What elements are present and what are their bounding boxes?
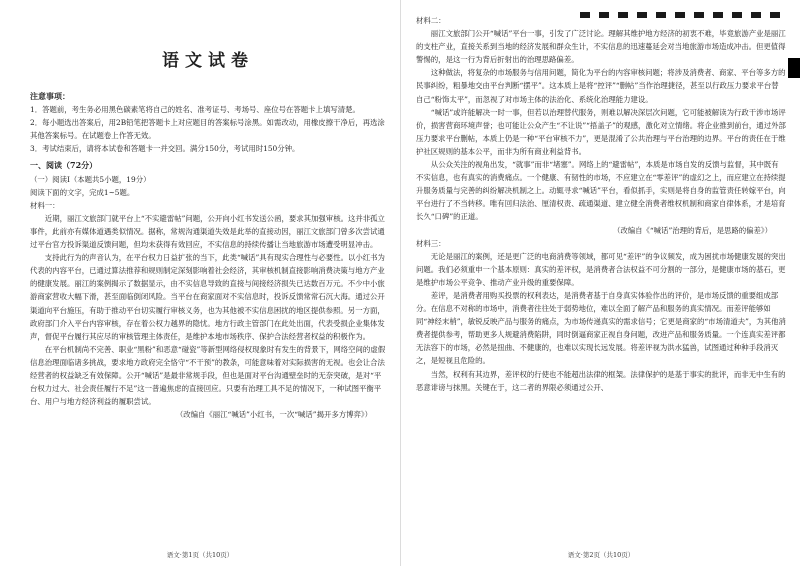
material-label: 材料一： (30, 200, 60, 210)
page-two (402, 0, 800, 566)
note-item: 1．答题前，考生务必用黑色碳素笔将自己的姓名、准考证号、考场号、座位号在答题卡上填写清楚。 (30, 105, 360, 115)
material-paragraph: 支持此行为的声音认为，在平台权力日益扩张的当下，此类“喊话”具有现实合理性与必要性。以小红书为代表的内容平台，已通过算法推荐和规则制定深刻影响着社会经济，其审核机制直接影响消费决策与地方产业的健康发展。丽江的案例揭示了数据显示，由不实信息导致的直接与间接经济损失已达数百万元。不少中小旅游商家营收大幅下滑，甚至面临倒闭风险。当平台在商家面对不实信息时，投诉反馈常常石沉大海。通过公开渠道向平台施压，有助于推动平台切实履行审核义务，也为其他被不实信息困扰的地区提供参照。另一方面，政府部门介入平台内容审核，存在着公权力越界的隐忧。地方行政主管部门在此处出面，代表受损企业集体发声，督促平台履行其应尽的审核管理主体责任，是维护本地市场秩序、保护合法经营者权益的积极作为。 (30, 253, 385, 341)
material-source: （改编自《“喊话”治理的背后，是思路的偏差》） (612, 225, 772, 235)
material-paragraph: “喊话”或许能解决一时一事，但若以治理替代服务，则难以解决深层次问题，它可能被解读为行政干涉市场评价，损害营商环境声誉；也可能让公众产生“不让说”“捂盖子”的观感，激化对立情绪。将企业推到前台，通过外部压力要求平台删帖，本质上仍是一种“平台审核不力”，更是混淆了公共治理与平台治理的边界。平台的责任在于维护社区规则的基本公平，而非为所有商业利益背书。 (416, 107, 786, 156)
subsection-heading: （一）阅读Ⅰ（本题共5小题，19分） (30, 174, 151, 184)
page-footer: 语文·第1页（共10页） (166, 550, 234, 559)
material-label: 材料三： (416, 238, 446, 248)
note-item: 3．考试结束后，请将本试卷和答题卡一并交回。满分150分，考试用时150分钟。 (30, 144, 300, 154)
note-item: 2．每小题选出答案后，用2B铅笔把答题卡上对应题目的答案标号涂黑。如需改动，用橡皮擦干净后，再选涂其他答案标号。在试题卷上作答无效。 (30, 118, 385, 141)
section-heading: 一、阅读（72分） (30, 160, 98, 171)
material-paragraph: 近期，丽江文旅部门就平台上“不实避雷帖”问题，公开向小红书发送公函，要求其加强审核。这并非孤立事件，此前亦有媒体道遇类似情况。据称，常规沟通渠道失效是此举的直接动因，丽江文旅部门曾多次尝试通过平台官方投诉渠道反馈问题，但均未获得有效回应，不实信息的持续传播让当地旅游市场遭受明显冲击。 (30, 213, 385, 250)
material-paragraph: 从公众关注的视角出发，“就事”而非“堵塞”。网络上的“避雷帖”，本质是市场自发的反馈与监督，其中既有不实信息，也有真实的消费痛点。一个健康、有韧性的市场，不应建立在“零差评”的虚幻之上，而应建立在持续提升服务质量与完善的纠纷解决机制之上。动辄寻求“喊话”平台，看似抓手，实则是将自身的监管责任转嫁平台，向平台进行了不当转移。唯有回归法治、厘清权责、疏通渠道、建立健全消费者维权机制和商家自律体系，才是培育长久“口碑”的正道。 (416, 160, 786, 222)
page-footer: 语文·第2页（共10页） (567, 550, 635, 559)
material-paragraph: 当然，权利有其边界，差评权的行使也不能超出法律的框架。法律保护的是基于事实的批评，而非无中生有的恶意诽谤与抹黑。关键在于，这二者的界限必须通过公开、 (416, 369, 786, 392)
notes-heading: 注意事项： (30, 91, 70, 101)
material-paragraph: 这种做法，将复杂的市场服务与信用问题，简化为平台的内容审核问题；将涉及消费者、商家、平台等多方的民事纠纷，粗暴地交由平台判断“摆平”。这本质上是将“控评”“删帖”当作治理捷径，甚至以行政压力要求平台替自己“粉饰太平”，而忽视了对市场主体的法治化、系统化治理能力建设。 (416, 68, 786, 104)
material-source: （改编自《丽江“喊话”小红书，一次“喊话”揭开多方博弈》） (175, 410, 372, 420)
reading-instruction: 阅读下面的文字，完成1~5题。 (30, 187, 135, 197)
page-divider (400, 0, 401, 566)
material-paragraph: 无论是丽江的案例，还是更广泛的电商消费等领域，都可见“差评”的争议频发，成为困扰市场健康发展的突出问题。我们必须重申一个基本原则：真实的差评权，是消费者合法权益不可分割的一部分，是健康市场的基石，更是维护市场公平竞争、推动产业升级的重要保障。 (416, 251, 786, 287)
exam-title: 语文试卷 (162, 51, 254, 71)
material-paragraph: 丽江文旅部门公开“喊话”平台一事，引发了广泛讨论。理解其维护地方经济的初衷不难，毕竟旅游产业是丽江的支柱产业，直接关系到当地的经济发展和群众生计，不实信息的迅速蔓延会对当地旅游市场造成冲击。但更值得警惕的，是这一行为背后折射出的治理思路偏差。 (416, 29, 786, 65)
material-paragraph: 差评，是消费者用购买投票的权利表达，是消费者基于自身真实体验作出的评价，是市场反馈的重要组成部分。在信息不对称的市场中，消费者往往处于弱势地位，难以全面了解产品和服务的真实情况。而差评能够如同“神经末梢”，敏锐反映产品与服务的痛点，为市场传递真实的需求信号；它更是商家的“市场清道夫”，为其他消费者提供参考，帮助更多人规避消费陷阱，同时倒逼商家正视自身问题，改进产品和服务质量。一个连真实差评都无法容下的市场，必然是扭曲、不健康的，也难以实现长远发展。将差评视为洪水猛兽，试图通过种种手段消灭之，是短视且危险的。 (416, 290, 786, 366)
material-paragraph: 在平台机制尚不完善、职业“黑粉”和恶意“碰瓷”等新型网络侵权现象时有发生的背景下，网络空间的虚假信息治理面临诸多挑战，要求地方政府完全恪守“不干预”的教条，可能意味着对实际损害的无视。也会让合法经营者的权益缺乏有效保障。公开“喊话”是最非常规手段，但也是面对平台沟通壁垒时的无奈突破，是对“平台权力过大、社会责任履行不足”这一普遍焦虑的直接回应。只要有治理工具不足的情况下，一种试图平衡平台、用户与地方经济利益的履职尝试。 (30, 344, 386, 407)
material-label: 材料二： (416, 16, 446, 25)
